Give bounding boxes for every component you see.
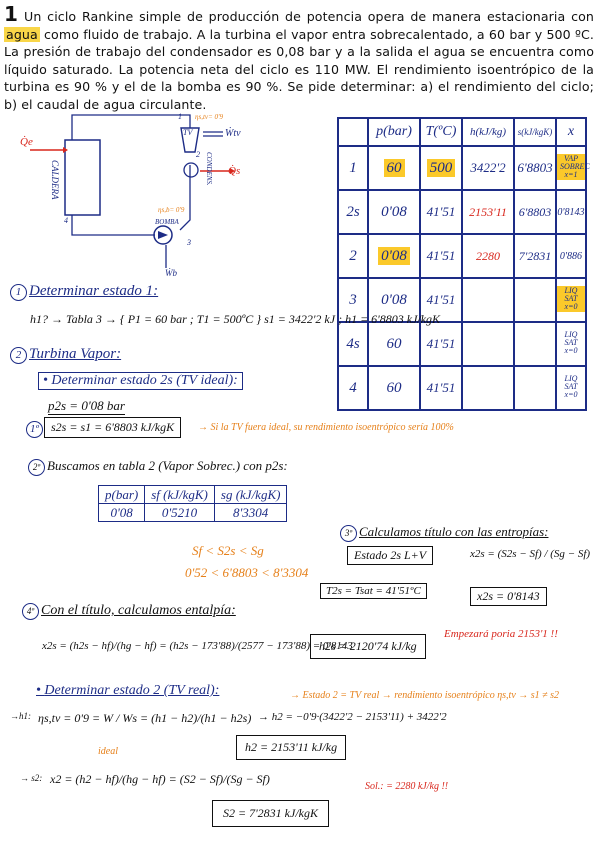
- highlighted-word: agua: [6, 26, 38, 42]
- table-row: 3 0'08 41'51 LIQ SAT x=0: [338, 278, 586, 322]
- step1-line: h1? → Tabla 3 → { P1 = 60 bar ; T1 = 500ºC } s1 = 3422'2 kJ ; h1 = 6'8803 kJ/kgK: [30, 312, 441, 326]
- table-row: 0'08 0'5210 8'3304: [99, 504, 287, 522]
- estado2-heading: • Determinar estado 2 (TV real):: [36, 683, 220, 698]
- point-2: 2: [196, 150, 200, 159]
- state-table-header: p(bar) T(ºC) h(kJ/kg) s(kJ/kgK) x: [338, 118, 586, 146]
- solution-note: Sol.: = 2280 kJ/kg !!: [365, 781, 449, 792]
- saturation-table: [98, 485, 287, 522]
- efficiency-formula: ηs,tv = 0'9 = W / Ws = (h1 − h2)/(h1 − h2s): [38, 711, 252, 725]
- turbine-efficiency-note: ηs,tv= 0'9: [195, 113, 223, 121]
- pump-work-label: Ẇb: [165, 268, 177, 278]
- table-row: 2 0'08 41'51 2280 7'2831 0'886: [338, 234, 586, 278]
- correction-note: Empezará poria 2153'1 !!: [444, 628, 558, 640]
- ideal-label: ideal: [98, 746, 118, 757]
- step4-heading: 4º Con el título, calculamos entalpía:: [22, 603, 236, 620]
- p2s-value: p2s = 0'08 bar: [48, 398, 125, 413]
- table-row: 2s 0'08 41'51 2153'11 6'8803 0'8143: [338, 190, 586, 234]
- problem-number: 1: [4, 2, 19, 26]
- step1-heading: 1 Determinar estado 1:: [10, 283, 158, 301]
- step2-heading: 2 Turbina Vapor:: [10, 346, 121, 364]
- ideal-note: → Si la TV fuera ideal, su rendimiento isoentrópico sería 100%: [198, 422, 454, 433]
- pump-label: BOMBA: [155, 218, 179, 226]
- estado2s-box: Estado 2s L+V: [347, 546, 433, 565]
- point-4: 4: [64, 216, 68, 225]
- table-row: 4s 60 41'51 LIQ SAT x=0: [338, 322, 586, 366]
- point-1: 1: [178, 112, 182, 121]
- turbine-work-label: Ẇtv: [225, 128, 241, 139]
- inequality-numeric: 0'52 < 6'8803 < 8'3304: [185, 565, 309, 580]
- condenser-label: CONDENS.: [205, 152, 213, 186]
- inequality-symbolic: Sf < S2s < Sg: [192, 543, 264, 558]
- s2-box: S2 = 7'2831 kJ/kgK: [212, 800, 329, 827]
- step-1a-marker: 1º: [26, 421, 45, 438]
- problem-statement: 1 Un ciclo Rankine simple de producción de potencia opera de manera estacionaria con agua como fluido de trabajo. A la turbina el vapor entra sobrecalentado, a 60 bar y 500 ºC. La presión de trabajo del condensador es 0,08 bar y a la salida el agua se encuentra como líquido saturado. La potencia neta del ciclo es 110 MW. El rendimiento isoentrópico de la turbina es 90 % y el de la bomba es 90 %. Se pide determinar: a) el rendimiento del ciclo; b) el caudal de agua circulante.: [4, 2, 595, 112]
- s2s-box: s2s = s1 = 6'8803 kJ/kgK: [44, 417, 181, 438]
- s2-label: → s2:: [20, 773, 43, 783]
- point-3: 3: [187, 238, 191, 247]
- step2b-line: 2º Buscamos en tabla 2 (Vapor Sobrec.) con p2s:: [28, 458, 288, 476]
- x2s-box: x2s = 0'8143: [470, 587, 547, 606]
- t2s-box: T2s = Tsat = 41'51ºC: [320, 583, 427, 599]
- h2-calculation: → h2 = −0'9·(3422'2 − 2153'11) + 3422'2: [258, 711, 447, 723]
- h2-box: h2 = 2153'11 kJ/kg: [236, 735, 346, 760]
- table-row: 1 60 500 3422'2 6'8803 VAP SOBREC x=1: [338, 146, 586, 190]
- estado2-note: → Estado 2 = TV real → rendimiento isoentrópico ηs,tv → s1 ≠ s2: [290, 690, 560, 701]
- heat-out-label: Q̇s: [228, 165, 241, 177]
- state-table: [337, 117, 590, 411]
- condenser-coil: [184, 163, 198, 177]
- x2s-formula: x2s = (S2s − Sf) / (Sg − Sf): [470, 548, 591, 560]
- pump-efficiency-note: ηs,b= 0'9: [158, 206, 185, 214]
- table-row: 4 60 41'51 LIQ SAT x=0: [338, 366, 586, 410]
- h2s-box: h2s = 2120'74 kJ/kg: [310, 634, 426, 659]
- h1-label: →h1:: [10, 711, 31, 721]
- x2-formula: x2 = (h2 − hf)/(hg − hf) = (S2 − Sf)/(Sg − Sf): [50, 772, 270, 786]
- boiler-box: [65, 140, 100, 215]
- step2s-heading: • Determinar estado 2s (TV ideal):: [38, 372, 243, 390]
- turbine-label: TV: [183, 128, 193, 137]
- heat-in-label: Q̇e: [20, 136, 33, 148]
- boiler-label: CALDERA: [50, 160, 60, 200]
- h2s-formula: x2s = (h2s − hf)/(hg − hf) = (h2s − 173'88)/(2577 − 173'88) = 0'8143: [42, 640, 353, 652]
- table-row: p(bar) sf (kJ/kgK) sg (kJ/kgK): [99, 486, 287, 504]
- step3-heading: 3º Calculamos título con las entropías:: [340, 524, 548, 542]
